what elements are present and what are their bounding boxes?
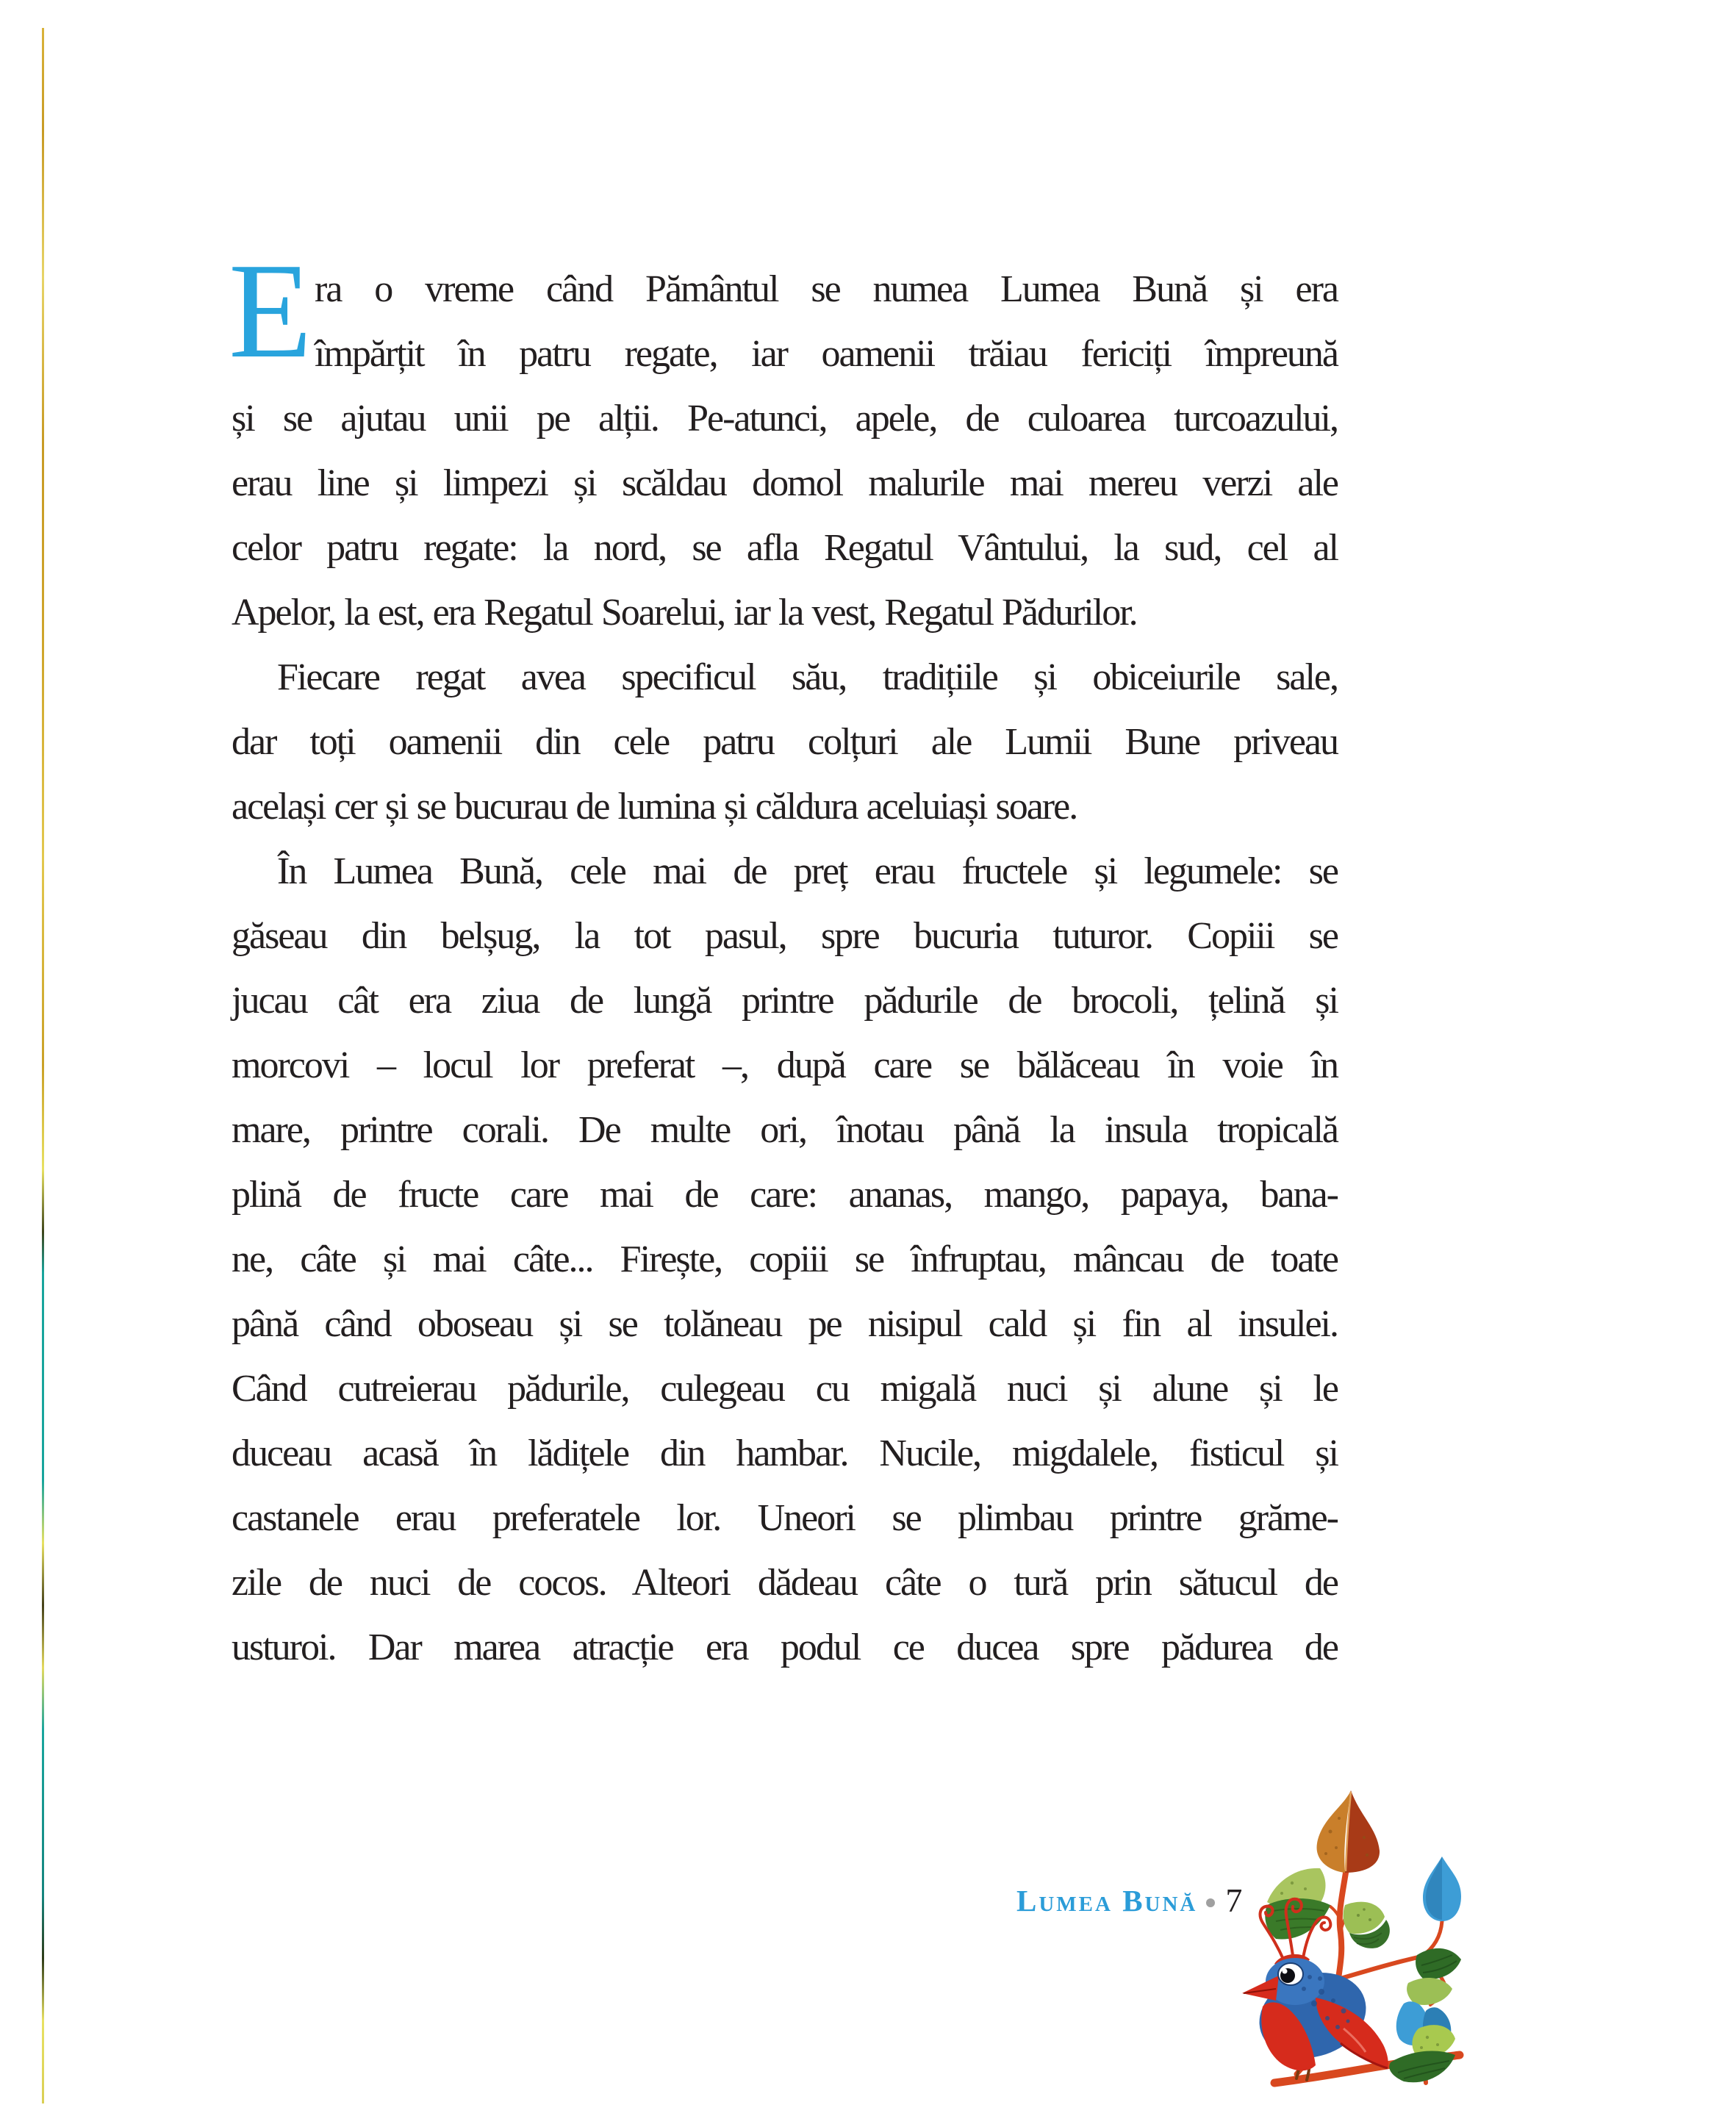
bird-eye	[1278, 1963, 1303, 1985]
text-line: zile de nuci de cocos. Alteori dădeau câte o tură prin sătucul de	[232, 1562, 1338, 1604]
bird-on-branch-illustration	[1233, 1786, 1470, 2103]
text-line: ne, câte și mai câte... Firește, copiii se înfruptau, mâncau de toate	[232, 1238, 1338, 1280]
text-line: împărțit în patru regate, iar oamenii trăiau fericiți împreună	[315, 333, 1338, 375]
text-line: mare, printre corali. De multe ori, înotau până la insula tropicală	[232, 1109, 1338, 1151]
blue-drop-leaf	[1423, 1857, 1461, 1921]
text-line: același cer și se bucurau de lumina și căldura aceluiași soare.	[232, 786, 1077, 828]
text-line: usturoi. Dar marea atracție era podul ce ducea spre pădurea de	[232, 1626, 1338, 1668]
text-line: Când cutreierau pădurile, culegeau cu migală nuci și alune și le	[232, 1368, 1338, 1410]
center-green-leaves	[1344, 1902, 1390, 1948]
text-line: duceau acasă în lădițele din hambar. Nucile, migdalele, fisticul și	[232, 1432, 1338, 1474]
page-edge-color-strip	[42, 28, 44, 2103]
text-line: erau line și limpezi și scăldau domol malurile mai mereu verzi ale	[232, 462, 1338, 504]
text-line: până când oboseau și se tolăneau pe nisipul cald și fin al insulei.	[232, 1303, 1338, 1345]
paragraph	[232, 645, 1338, 839]
footer-book-title: Lumea Bună	[1016, 1884, 1198, 1918]
text-line: Fiecare regat avea specificul său, tradițiile și obiceiurile sale,	[277, 656, 1338, 698]
text-line: Apelor, la est, era Regatul Soarelui, iar la vest, Regatul Pădurilor.	[232, 592, 1137, 634]
orange-leaf	[1317, 1790, 1380, 1873]
text-line: plină de fructe care mai de care: ananas, mango, papaya, bana-	[232, 1174, 1338, 1216]
footer-separator-dot-icon	[1206, 1898, 1215, 1907]
body-text	[232, 257, 1338, 1680]
paragraph	[232, 839, 1338, 1680]
paragraph	[232, 257, 1338, 645]
text-line: găseau din belșug, la tot pasul, spre bucuria tuturor. Copiii se	[232, 915, 1338, 957]
drop-cap-letter: E	[229, 235, 312, 387]
footer-page-number: 7	[1225, 1882, 1243, 1919]
text-line: celor patru regate: la nord, se afla Regatul Vântului, la sud, cel al	[232, 527, 1338, 569]
text-line: dar toți oamenii din cele patru colțuri ale Lumii Bune priveau	[232, 721, 1338, 763]
text-line: morcovi – locul lor preferat –, după care se bălăceau în voie în	[232, 1044, 1338, 1086]
page-footer	[1016, 1879, 1242, 1923]
text-line: În Lumea Bună, cele mai de preț erau fructele și legumele: se	[277, 850, 1338, 892]
bird-beak	[1242, 1976, 1279, 2001]
text-line: ra o vreme când Pământul se numea Lumea Bună și era	[315, 268, 1338, 310]
text-line: și se ajutau unii pe alții. Pe-atunci, apele, de culoarea turcoazului,	[232, 398, 1338, 440]
text-line: castanele erau preferatele lor. Uneori se plimbau printre grăme-	[232, 1497, 1338, 1539]
text-line: jucau cât era ziua de lungă printre pădurile de brocoli, țelină și	[232, 980, 1338, 1022]
